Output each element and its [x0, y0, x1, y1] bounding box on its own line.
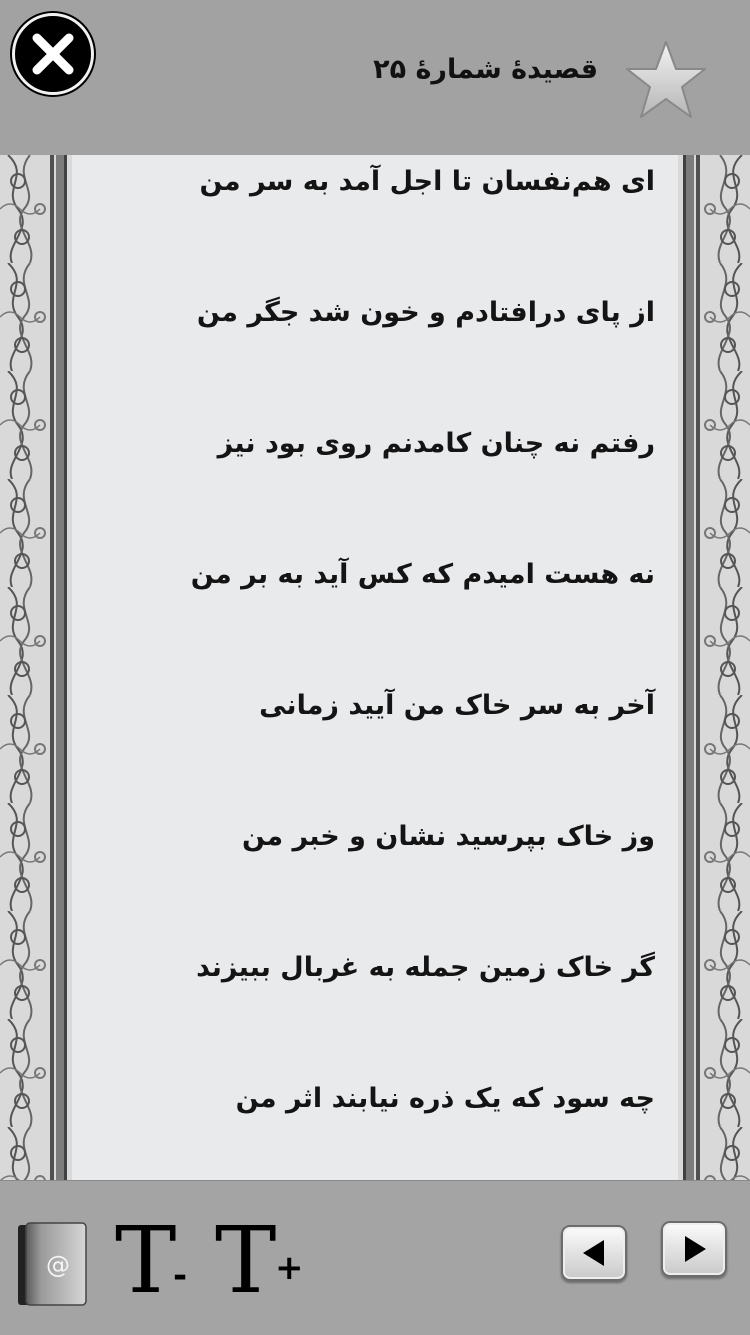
arrow-left-icon [563, 1227, 625, 1279]
verse-line: ای هم‌نفسان تا اجل آمد به سر من [199, 166, 655, 197]
verse-line: گر خاک زمین جمله به غربال ببیزند [196, 952, 655, 983]
ornament-border-left [0, 155, 72, 1180]
next-poem-button[interactable] [661, 1221, 727, 1277]
verse-line: چه سود که یک ذره نیابند اثر من [235, 1083, 655, 1114]
font-increase-sign: + [275, 1248, 304, 1288]
previous-poem-button[interactable] [561, 1225, 627, 1281]
svg-text:@: @ [46, 1251, 70, 1279]
font-increase-glyph: T [215, 1207, 277, 1314]
verse-line: نه هست امیدم که کس آید به بر من [190, 559, 655, 590]
star-icon [622, 38, 710, 122]
header-bar [0, 0, 750, 156]
poem-view[interactable] [0, 155, 750, 1180]
verse-line: از پای درافتادم و خون شد جگر من [196, 297, 655, 328]
verse-line: وز خاک بپرسید نشان و خبر من [242, 821, 655, 852]
font-increase-button[interactable] [215, 1207, 305, 1314]
font-decrease-button[interactable] [115, 1207, 205, 1314]
close-icon [15, 16, 91, 92]
page-title: قصیدهٔ شمارهٔ ۲۵ [373, 54, 598, 85]
font-decrease-sign: - [173, 1256, 188, 1296]
ornament-border-right [678, 155, 750, 1180]
verse-list [100, 155, 655, 1180]
arrow-right-icon [663, 1223, 725, 1275]
contact-button[interactable] [16, 1221, 90, 1309]
close-button[interactable] [12, 13, 94, 95]
address-book-icon [16, 1221, 90, 1309]
verse-line: آخر به سر خاک من آیید زمانی [259, 690, 655, 721]
bottom-toolbar [0, 1180, 750, 1335]
font-decrease-glyph: T [115, 1207, 177, 1314]
favorite-button[interactable] [622, 38, 710, 122]
verse-line: رفتم نه چنان کامدنم روی بود نیز [217, 428, 655, 459]
